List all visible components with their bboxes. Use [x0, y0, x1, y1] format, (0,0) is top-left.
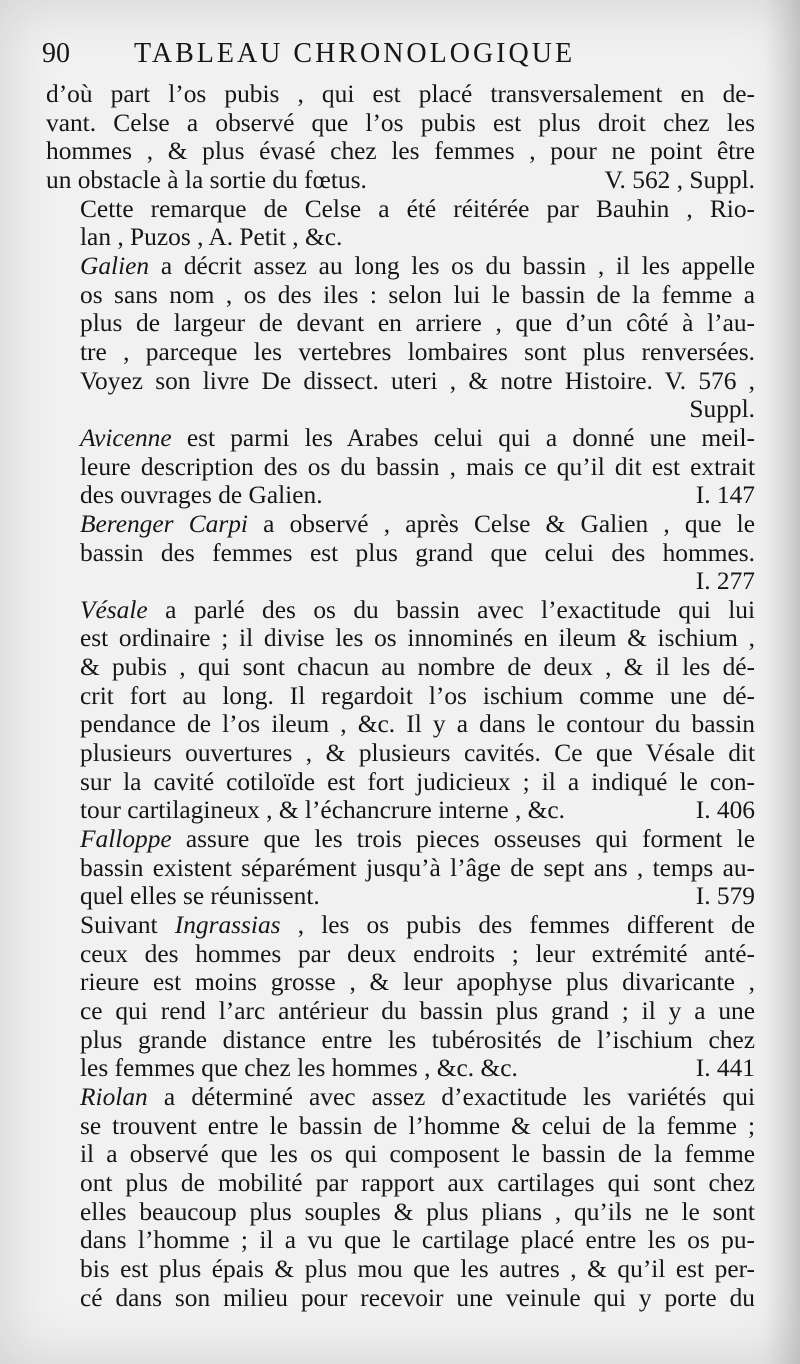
- author-name: Riolan: [80, 1082, 148, 1111]
- page-gutter-shadow: [764, 0, 800, 1364]
- paragraph: [46, 510, 755, 596]
- line-text: a décrit assez au long les os du bassin , il les appelle: [149, 251, 755, 280]
- running-header: [42, 38, 762, 72]
- paragraph: [46, 424, 755, 510]
- text-line: d’où part l’os pubis , qui est placé transversalement en de-: [46, 80, 755, 108]
- page-body-text: [46, 80, 755, 1312]
- text-line: bassin existent séparément jusqu’à l’âge de sept ans , temps au-: [80, 853, 755, 882]
- page-number: 90: [42, 38, 70, 69]
- text-line: dans l’homme ; il a vu que le cartilage placé entre les os pu-: [80, 1226, 755, 1255]
- reference-citation: I. 406: [695, 796, 755, 825]
- text-line: [46, 1054, 755, 1083]
- paragraph: [46, 596, 755, 825]
- line-text: , les os pubis des femmes different de: [280, 911, 755, 940]
- text-line: lan , Puzos , A. Petit , &c.: [80, 223, 343, 252]
- paragraph: [46, 252, 755, 424]
- text-line: ceux des hommes par deux endroits ; leur extrémité anté-: [80, 939, 755, 968]
- text-line: Cette remarque de Celse a été réitérée par Bauhin , Rio-: [80, 194, 755, 223]
- text-line: os sans nom , os des iles : selon lui le bassin de la femme a: [80, 280, 755, 309]
- line-text: un obstacle à la sortie du fœtus.: [46, 165, 367, 194]
- text-line: plus de largeur de devant en arriere , que d’un côté à l’au-: [80, 309, 755, 338]
- text-line: tre , parceque les vertebres lombaires sont plus renversées.: [80, 337, 755, 366]
- running-title: TABLEAU CHRONOLOGIQUE: [134, 38, 576, 69]
- reference-citation: I. 277: [695, 567, 755, 596]
- text-line: cé dans son milieu pour recevoir une veinule qui y porte du: [80, 1283, 755, 1312]
- text-line: [46, 796, 755, 825]
- text-line: [46, 882, 755, 911]
- text-line: [46, 424, 755, 453]
- text-line: [46, 825, 755, 854]
- paragraph: [46, 825, 755, 911]
- text-line: leure description des os du bassin , mais ce qu’il dit est extrait: [80, 452, 755, 481]
- line-text: est parmi les Arabes celui qui a donné une meil-: [171, 423, 755, 452]
- line-text: assure que les trois pieces osseuses qui forment le: [171, 825, 755, 854]
- author-name: Galien: [80, 251, 150, 280]
- paragraph: [46, 80, 755, 195]
- line-text: a parlé des os du bassin avec l’exactitude qui lui: [147, 595, 755, 624]
- text-line: [46, 481, 755, 510]
- text-line: [46, 510, 755, 539]
- text-line: ont plus de mobilité par rapport aux cartilages qui sont chez: [80, 1168, 755, 1197]
- reference-citation: I. 579: [695, 882, 755, 911]
- text-line: sur la cavité cotiloïde est fort judicieux ; il a indiqué le con-: [80, 767, 755, 796]
- author-name: Berenger Carpi: [80, 509, 248, 538]
- text-line: pendance de l’os ileum , &c. Il y a dans le contour du bassin: [80, 710, 755, 739]
- text-line: plus grande distance entre les tubérosités de l’ischium chez: [80, 1025, 755, 1054]
- text-line: [46, 252, 755, 281]
- text-line: il a observé que les os qui composent le bassin de la femme: [80, 1140, 755, 1169]
- line-text: a déterminé avec assez d’exactitude les variétés qui: [147, 1082, 755, 1111]
- line-text: des ouvrages de Galien.: [80, 481, 323, 510]
- reference-citation: I. 147: [695, 481, 755, 510]
- line-text: les femmes que chez les hommes , &c. &c.: [80, 1054, 518, 1083]
- text-line: Voyez son livre De dissect. uteri , & notre Histoire. V. 576 ,: [80, 366, 755, 395]
- line-text: tour cartilagineux , & l’échancrure interne , &c.: [80, 796, 566, 825]
- reference-citation: I. 441: [695, 1054, 755, 1083]
- author-name: Falloppe: [80, 825, 172, 854]
- author-name: Ingrassias: [174, 911, 281, 940]
- text-line: plusieurs ouvertures , & plusieurs cavités. Ce que Vésale dit: [80, 739, 755, 768]
- text-line: elles beaucoup plus souples & plus plians , qu’ils ne le sont: [80, 1197, 755, 1226]
- text-line: vant. Celse a observé que l’os pubis est plus droit chez les: [46, 108, 755, 137]
- line-text: quel elles se réunissent.: [80, 882, 320, 911]
- text-line: [46, 1083, 755, 1112]
- reference-citation: V. 562 , Suppl.: [604, 165, 755, 194]
- text-line: se trouvent entre le bassin de l’homme & celui de la femme ;: [80, 1111, 755, 1140]
- paragraph: [46, 1083, 755, 1312]
- line-text: Suivant: [80, 911, 175, 940]
- text-line: [46, 911, 755, 940]
- text-line: [46, 596, 755, 625]
- paragraph: [46, 195, 755, 252]
- author-name: Avicenne: [80, 423, 172, 452]
- text-line: rieure est moins grosse , & leur apophyse plus divaricante ,: [80, 968, 755, 997]
- text-line: bis est plus épais & plus mou que les autres , & qu’il est per-: [80, 1254, 755, 1283]
- text-line: [46, 166, 755, 195]
- text-line: & pubis , qui sont chacun au nombre de deux , & il les dé-: [80, 653, 755, 682]
- text-line: bassin des femmes est plus grand que celui des hommes.: [80, 538, 755, 567]
- paragraph: [46, 911, 755, 1083]
- line-text: a observé , après Celse & Galien , que le: [247, 509, 756, 538]
- text-line: ce qui rend l’arc antérieur du bassin plus grand ; il y a une: [80, 997, 755, 1025]
- text-line: hommes , & plus évasé chez les femmes , pour ne point être: [46, 137, 755, 166]
- text-line: crit fort au long. Il regardoit l’os ischium comme une dé-: [80, 681, 755, 710]
- text-line: est ordinaire ; il divise les os innominés en ileum & ischium ,: [80, 624, 755, 653]
- author-name: Vésale: [80, 595, 148, 624]
- reference-citation: Suppl.: [689, 395, 755, 424]
